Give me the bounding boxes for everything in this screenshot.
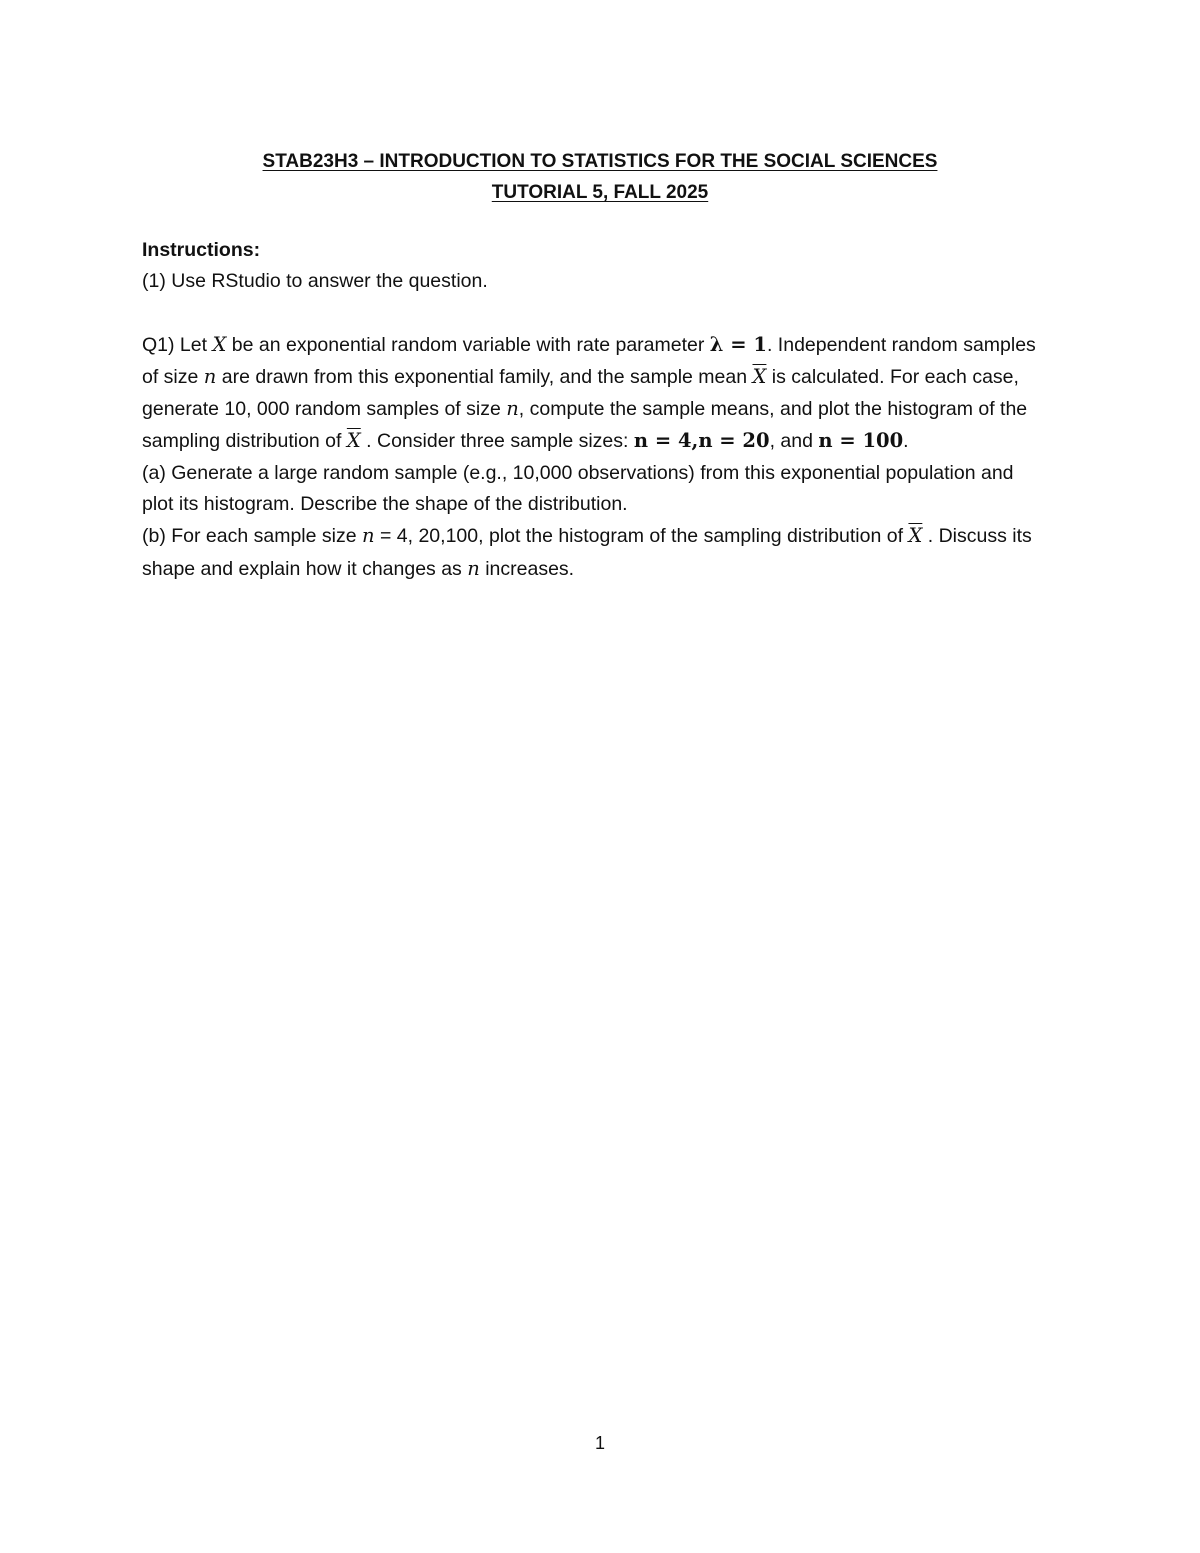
- q1-text-i: .: [903, 430, 909, 453]
- n-equals-4: n = 4,: [633, 429, 699, 453]
- question-1-text: [142, 329, 1042, 458]
- part-b-text-d: increases.: [479, 557, 575, 580]
- question-part-a: (a) Generate a large random sample (e.g., 10,000 observations) from this exponential population and plot its histogram. Describe the shape of the distribution.: [142, 461, 1014, 516]
- question-part-b: [142, 520, 1042, 585]
- var-n: n: [467, 556, 480, 580]
- x-bar: $\overline{X}$: [752, 364, 767, 388]
- var-n: n: [362, 524, 375, 548]
- document-title: [0, 146, 1200, 208]
- paragraph-gap: [142, 298, 1042, 329]
- instruction-item-1: (1) Use RStudio to answer the question.: [142, 270, 488, 293]
- x-bar: $\overline{X}$: [908, 524, 923, 548]
- lambda-equation: λ = 1: [709, 332, 767, 356]
- part-b-text-b: = 4, 20,100, plot the histogram of the sampling distribution of: [374, 525, 909, 548]
- course-title: STAB23H3 – INTRODUCTION TO STATISTICS FOR THE SOCIAL SCIENCES: [262, 151, 938, 172]
- var-n: n: [506, 397, 519, 421]
- n-equals-20: n = 20: [698, 429, 770, 453]
- q1-text-e: is calculated. For each case, generate 10, 000 random samples of size: [142, 365, 1019, 421]
- q1-text-a: Q1) Let: [142, 333, 213, 356]
- x-bar: $\overline{X}$: [346, 429, 361, 453]
- instructions-heading: Instructions:: [142, 239, 261, 261]
- tutorial-title: TUTORIAL 5, FALL 2025: [491, 182, 709, 203]
- q1-text-h: , and: [769, 430, 819, 453]
- var-x: X: [212, 332, 227, 356]
- part-b-text-a: (b) For each sample size: [142, 525, 362, 548]
- q1-text-c: . Independent random samples of size: [142, 333, 1036, 388]
- q1-text-b: be an exponential random variable with rate parameter: [226, 333, 710, 356]
- document-body: [142, 235, 1042, 585]
- n-equals-100: n = 100: [818, 429, 904, 453]
- q1-text-d: are drawn from this exponential family, and the sample mean: [216, 365, 753, 388]
- q1-text-g: . Consider three sample sizes:: [360, 430, 634, 453]
- q1-text-f: , compute the sample means, and plot the histogram of the sampling distribution of: [142, 398, 1028, 453]
- part-b-text-c: . Discuss its shape and explain how it changes as: [142, 525, 1032, 580]
- var-n: n: [203, 364, 217, 388]
- page-number: 1: [594, 1433, 605, 1453]
